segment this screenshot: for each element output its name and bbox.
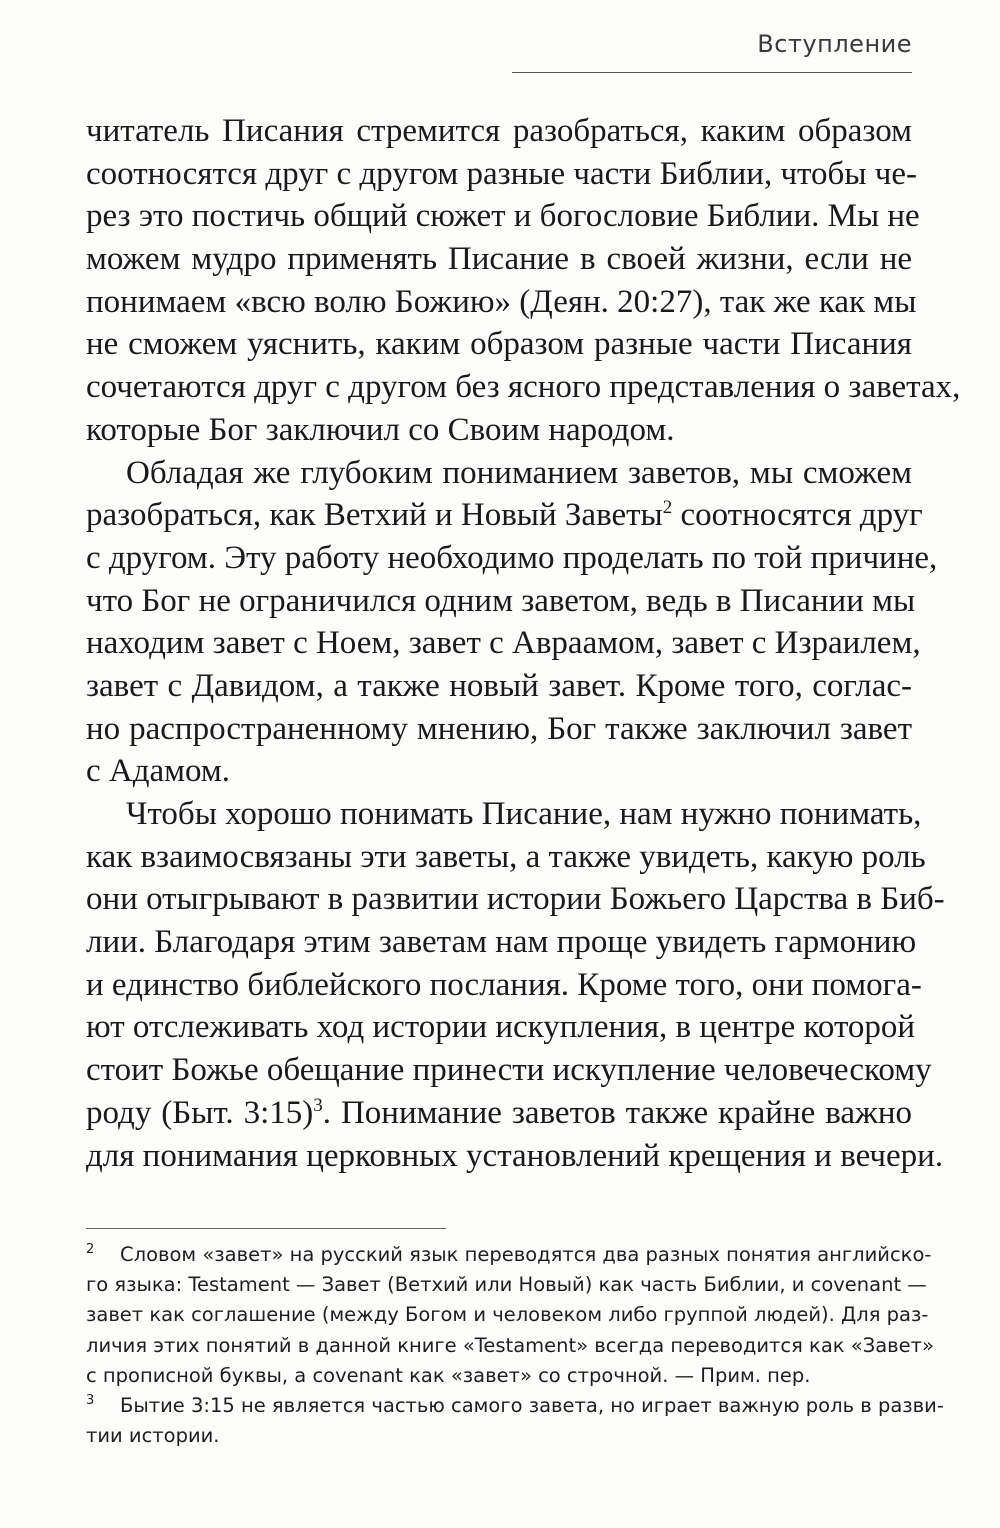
text-line: как взаимосвязаны эти заветы, а также увидеть, какую роль xyxy=(86,838,926,875)
text-line: рез это постичь общий сюжет и богословие Библии. Мы не xyxy=(86,198,920,235)
text-line: понимаем «всю волю Божию» (Деян. 20:27), так же как мы xyxy=(86,283,917,320)
text-line: которые Бог заключил со Своим народом. xyxy=(86,411,675,448)
text-line: для понимания церковных установлений крещения и вечери. xyxy=(86,1137,944,1174)
footnote-number: 2 xyxy=(86,1242,95,1257)
text-line: сочетаются друг с другом без ясного представления о заветах, xyxy=(86,369,961,406)
text-line: и единство библейского послания. Кроме того, они помога- xyxy=(86,966,922,1003)
text-segment: соотносятся друг xyxy=(672,497,923,534)
text-line: они отыгрывают в развитии истории Божьего Царства в Биб- xyxy=(86,881,945,918)
text-line: с Адамом. xyxy=(86,753,231,790)
footnote-line: личия этих понятий в данной книге «Testament» всегда переводится как «Завет» xyxy=(86,1333,934,1357)
footnote-ref-3[interactable]: 3 xyxy=(313,1094,323,1116)
footnote-line: завет как соглашение (между Богом и человеком либо группой людей). Для раз- xyxy=(86,1303,929,1327)
text-line-with-footnote xyxy=(86,1092,912,1135)
text-line: но распространенному мнению, Бог также заключил завет xyxy=(86,710,912,747)
footnote-number: 3 xyxy=(86,1392,95,1408)
text-line-with-footnote xyxy=(86,494,923,537)
text-line: соотносятся друг с другом разные части Библии, чтобы че- xyxy=(86,155,917,192)
running-head-title: Вступление xyxy=(757,30,912,58)
footnote-line: тии истории. xyxy=(86,1424,220,1448)
footnote-line: го языка: Testament — Завет (Ветхий или Новый) как часть Библии, и covenant — xyxy=(86,1273,927,1297)
text-segment: . Понимание заветов также крайне важно xyxy=(322,1094,912,1131)
header-rule xyxy=(512,72,912,73)
text-line: не сможем уяснить, каким образом разные части Писания xyxy=(86,326,912,363)
text-line: Чтобы хорошо понимать Писание, нам нужно понимать, xyxy=(126,796,922,832)
footnote-line: Словом «завет» на русский язык переводятся два разных понятия английско- xyxy=(120,1243,932,1266)
text-line: Обладая же глубоким пониманием заветов, мы сможем xyxy=(126,454,912,491)
text-line: что Бог не ограничился одним заветом, ведь в Писании мы xyxy=(86,582,916,619)
text-line: лии. Благодаря этим заветам нам проще увидеть гармонию xyxy=(86,924,917,961)
text-line: завет с Давидом, а также новый завет. Кроме того, соглас- xyxy=(86,667,912,704)
text-line: находим завет с Ноем, завет с Авраамом, завет с Израилем, xyxy=(86,625,921,662)
footnote-2 xyxy=(86,1240,932,1270)
footnote-rule xyxy=(86,1228,446,1229)
text-line: стоит Божье обещание принести искупление человеческому xyxy=(86,1052,932,1089)
text-segment: роду (Быт. 3:15) xyxy=(86,1094,314,1131)
text-line: читатель Писания стремится разобраться, каким образом xyxy=(86,113,912,149)
footnote-line: Бытие 3:15 не является частью самого завета, но играет важную роль в разви- xyxy=(120,1393,944,1417)
footnote-ref-2[interactable]: 2 xyxy=(662,497,673,519)
main-text xyxy=(86,110,961,1177)
footnote-line: с прописной буквы, а covenant как «завет» со строчной. — Прим. пер. xyxy=(86,1363,811,1387)
text-line: ют отслеживать ход истории искупления, в центре которой xyxy=(86,1009,916,1046)
footnotes xyxy=(86,1240,944,1451)
text-line: с другом. Эту работу необходимо проделать по той причине, xyxy=(86,539,938,576)
text-segment: разобраться, как Ветхий и Новый Заветы xyxy=(86,497,663,534)
footnote-3 xyxy=(86,1391,944,1421)
text-line: можем мудро применять Писание в своей жизни, если не xyxy=(86,241,912,278)
